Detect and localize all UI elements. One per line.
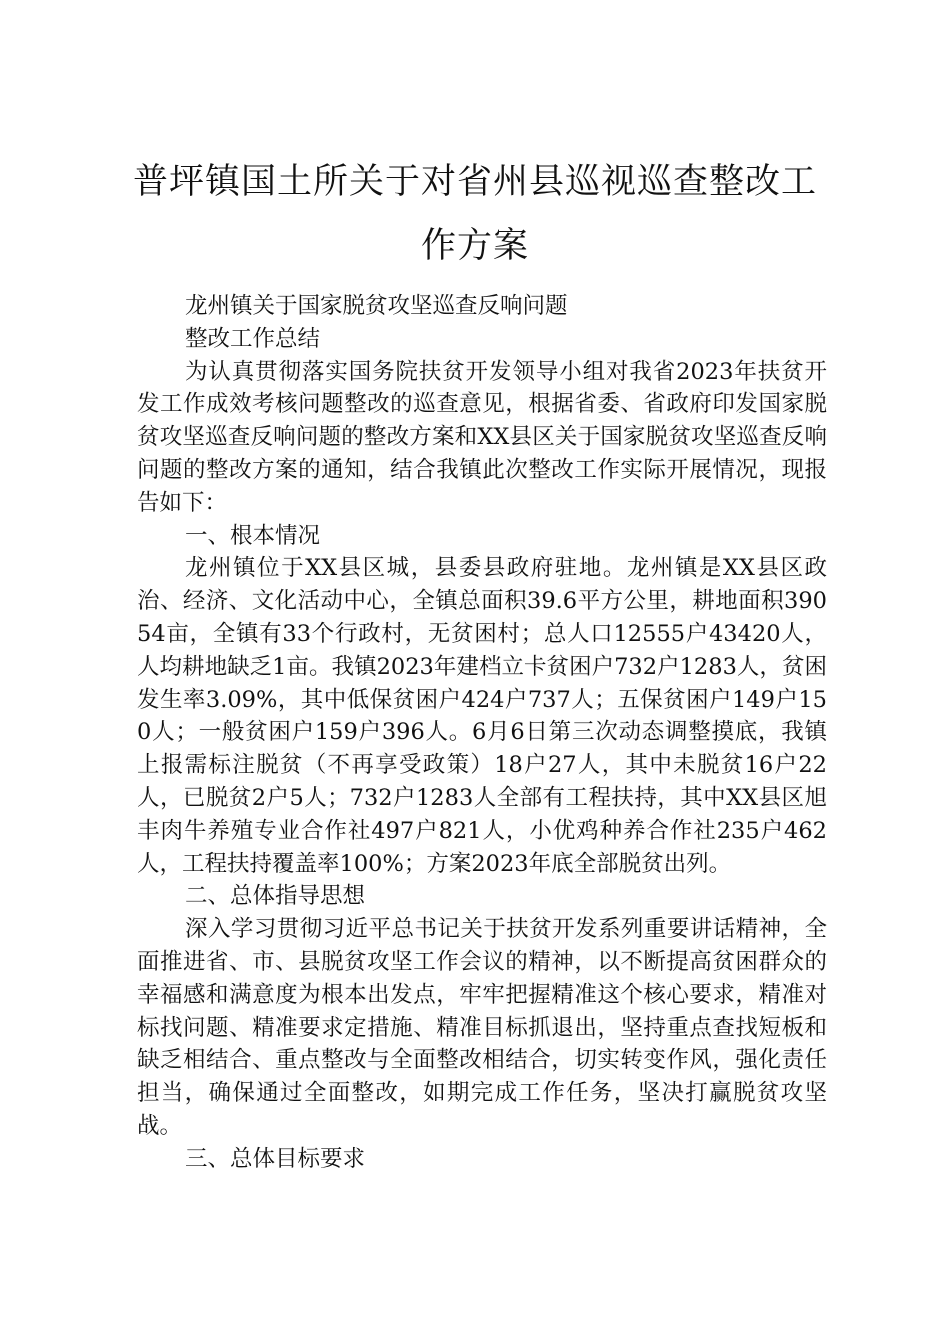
guiding-ideology-paragraph: 深入学习贯彻习近平总书记关于扶贫开发系列重要讲话精神，全面推进省、市、县脱贫攻坚工作会议的精神，以不断提高贫困群众的幸福感和满意度为根本出发点，牢牢把握精准这个核心要求，精准对标找问题、精准要求定措施、精准目标抓退出，坚持重点查找短板和缺乏相结合、重点整改与全面整改相结合，切实转变作风，强化责任担当，确保通过全面整改，如期完成工作任务，坚决打赢脱贫攻坚战。	[137, 916, 827, 1139]
intro-heading-line-1: 龙州镇关于国家脱贫攻坚巡查反响问题	[185, 293, 568, 319]
intro-heading-line-2: 整改工作总结	[185, 325, 321, 352]
basic-situation-paragraph: 龙州镇位于XX县区城，县委县政府驻地。龙州镇是XX县区政治、经济、文化活动中心，全镇总面积39.6平方公里，耕地面积39054亩，全镇有33个行政村，无贫困村；总人口12555户43420人，人均耕地缺乏1亩。我镇2023年建档立卡贫困户732户1283人，贫困发生率3.09%，其中低保贫困户424户737人；五保贫困户149户150人；一般贫困户159户396人。6月6日第三次动态调整摸底，我镇上报需标注脱贫（不再享受政策）18户27人，其中未脱贫16户22人，已脱贫2户5人；732户1283人全部有工程扶持，其中XX县区旭丰肉牛养殖专业合作社497户821人，小优鸡种养合作社235户462人，工程扶持覆盖率100%；方案2023年底全部脱贫出列。	[137, 555, 827, 877]
section-heading-overall-goals: 三、总体目标要求	[185, 1145, 366, 1172]
document-body	[137, 290, 827, 1176]
intro-paragraph: 为认真贯彻落实国务院扶贫开发领导小组对我省2023年扶贫开发工作成效考核问题整改的巡查意见，根据省委、省政府印发国家脱贫攻坚巡查反响问题的整改方案和XX县区关于国家脱贫攻坚巡查反响问题的整改方案的通知，结合我镇此次整改工作实际开展情况，现报告如下：	[137, 358, 827, 516]
document-title: 普坪镇国土所关于对省州县巡视巡查整改工作方案	[132, 162, 817, 266]
section-heading-basic-situation: 一、根本情况	[185, 522, 321, 549]
section-heading-guiding-ideology: 二、总体指导思想	[185, 883, 366, 910]
